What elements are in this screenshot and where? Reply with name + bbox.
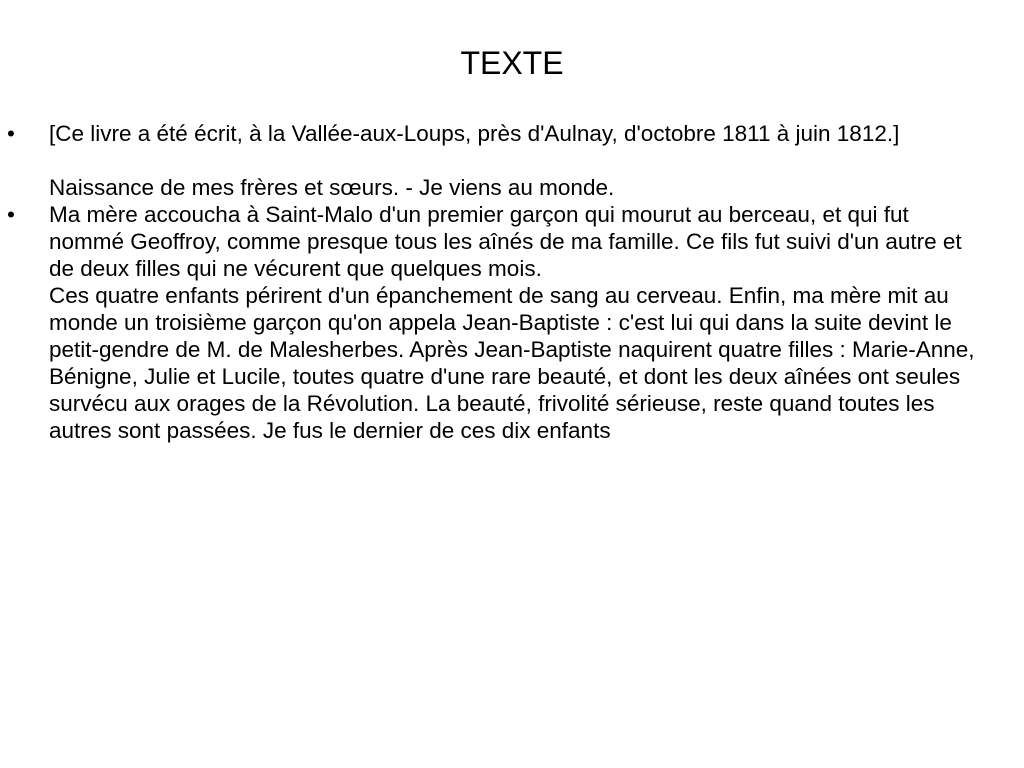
bullet-list bbox=[0, 120, 1024, 444]
bullet-subtext: Naissance de mes frères et sœurs. - Je viens au monde. bbox=[49, 175, 615, 200]
bullet-item bbox=[0, 201, 1024, 444]
slide-title: TEXTE bbox=[460, 45, 564, 81]
bullet-text: [Ce livre a été écrit, à la Vallée-aux-Loups, près d'Aulnay, d'octobre 1811 à juin 1812.] bbox=[49, 121, 900, 146]
bullet-text-continued: Ces quatre enfants périrent d'un épanchement de sang au cerveau. Enfin, ma mère mit au monde un troisième garçon qu'on appela Jean-Baptiste : c'est lui qui dans la suite devint le petit-gendre de M. de Malesherbes. Après Jean-Baptiste naquirent quatre filles : Marie-Anne, Bénigne, Julie et Lucile, toutes quatre d'une rare beauté, et dont les deux aînées ont seules survécu aux orages de la Révolution. La beauté, frivolité sérieuse, reste quand toutes les autres sont passées. Je fus le dernier de ces dix enfants bbox=[49, 283, 975, 443]
bullet-dot-icon: • bbox=[7, 121, 15, 146]
bullet-text: Ma mère accoucha à Saint-Malo d'un premier garçon qui mourut au berceau, et qui fut nommé Geoffroy, comme presque tous les aînés de ma famille. Ce fils fut suivi d'un autre et de deux filles qui ne vécurent que quelques mois. bbox=[49, 202, 962, 281]
bullet-dot-icon: • bbox=[7, 202, 15, 227]
bullet-item bbox=[0, 120, 1024, 201]
